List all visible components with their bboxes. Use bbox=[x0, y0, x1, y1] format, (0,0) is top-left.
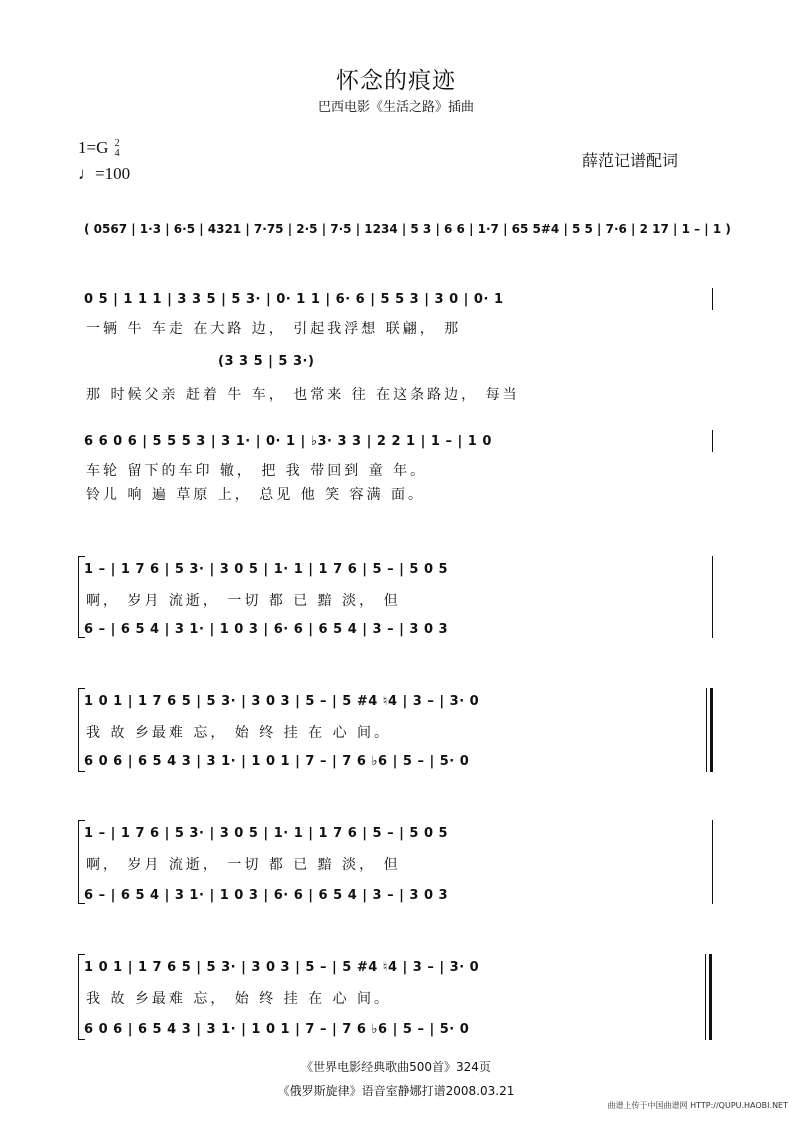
repeat-barline bbox=[706, 688, 707, 772]
typist-note: 《俄罗斯旋律》语音室静娜打谱2008.03.21 bbox=[277, 1084, 515, 1098]
barline bbox=[712, 288, 713, 310]
verse-lyric-line-1: 一辆 牛 车走 在大路 边， 引起我浮想 联翩， 那 bbox=[86, 321, 462, 337]
chorus-lower-voice: 6 – | 6 5 4 | 3 1· | 1 0 3 | 6· 6 | 6 5 4 | 3 – | 3 0 3 bbox=[84, 888, 449, 903]
intro-melody: ( 0567 | 1·3 | 6·5 | 4321 | 7·75 | 2·5 | 7·5 | 1234 | 5 3 | 6 6 | 1·7 | 65 5#4 | 5 5 | 7·6 | 2 17 | 1 – | 1 ) bbox=[84, 222, 731, 236]
barline bbox=[712, 430, 713, 452]
final-barline-thick bbox=[709, 954, 712, 1040]
chorus-lower-voice: 6 0 6 | 6 5 4 3 | 3 1· | 1 0 1 | 7 – | 7 6 ♭6 | 5 – | 5· 0 bbox=[84, 1022, 470, 1037]
site-watermark: 曲谱上传于中国曲谱网 HTTP://QUPU.HAOBI.NET bbox=[607, 1101, 788, 1110]
chorus-lyric: 我 故 乡最难 忘， 始 终 挂 在 心 间。 bbox=[86, 725, 392, 741]
chorus-lower-voice: 6 – | 6 5 4 | 3 1· | 1 0 3 | 6· 6 | 6 5 4 | 3 – | 3 0 3 bbox=[84, 622, 449, 637]
verse-lyric-line-2: 那 时候父亲 赶着 牛 车， 也常来 往 在这条路边， 每当 bbox=[86, 387, 520, 403]
song-subtitle: 巴西电影《生活之路》插曲 bbox=[317, 100, 474, 115]
verse-lyric-line-4: 铃儿 响 遍 草原 上， 总见 他 笑 容满 面。 bbox=[86, 487, 426, 503]
time-bottom: 4 bbox=[114, 148, 120, 160]
tempo-mark: ♩=100 bbox=[78, 164, 131, 183]
verse-lyric-line-3: 车轮 留下的车印 辙， 把 我 带回到 童 年。 bbox=[86, 463, 428, 479]
verse-melody-line-1: 0 5 | 1 1 1 | 3 3 5 | 5 3· | 0· 1 1 | 6· 6 | 5 5 3 | 3 0 | 0· 1 bbox=[84, 292, 504, 307]
song-title: 怀念的痕迹 bbox=[336, 68, 456, 94]
chorus-lyric: 啊， 岁月 流逝， 一切 都 已 黯 淡， 但 bbox=[86, 593, 401, 609]
time-signature bbox=[115, 139, 120, 159]
chorus-lyric: 我 故 乡最难 忘， 始 终 挂 在 心 间。 bbox=[86, 991, 392, 1007]
verse-pickup: (3 3 5 | 5 3·) bbox=[218, 354, 315, 369]
arranger-credit: 薛范记谱配词 bbox=[582, 151, 679, 170]
final-barline-thin bbox=[705, 954, 706, 1040]
key-signature bbox=[78, 138, 120, 159]
barline bbox=[712, 556, 713, 638]
chorus-upper-voice: 1 – | 1 7 6 | 5 3· | 3 0 5 | 1· 1 | 1 7 6 | 5 – | 5 0 5 bbox=[84, 826, 449, 841]
source-note: 《世界电影经典歌曲500首》324页 bbox=[301, 1060, 491, 1074]
chorus-lower-voice: 6 0 6 | 6 5 4 3 | 3 1· | 1 0 1 | 7 – | 7 6 ♭6 | 5 – | 5· 0 bbox=[84, 754, 470, 769]
time-top: 2 bbox=[114, 138, 120, 150]
key-label: 1=G bbox=[78, 138, 109, 157]
chorus-lyric: 啊， 岁月 流逝， 一切 都 已 黯 淡， 但 bbox=[86, 857, 401, 873]
chorus-upper-voice: 1 0 1 | 1 7 6 5 | 5 3· | 3 0 3 | 5 – | 5 #4 ♮4 | 3 – | 3· 0 bbox=[84, 694, 480, 709]
chorus-upper-voice: 1 0 1 | 1 7 6 5 | 5 3· | 3 0 3 | 5 – | 5 #4 ♮4 | 3 – | 3· 0 bbox=[84, 960, 480, 975]
verse-melody-line-2: 6 6 0 6 | 5 5 5 3 | 3 1· | 0· 1 | ♭3· 3 3 | 2 2 1 | 1 – | 1 0 bbox=[84, 434, 492, 449]
chorus-upper-voice: 1 – | 1 7 6 | 5 3· | 3 0 5 | 1· 1 | 1 7 6 | 5 – | 5 0 5 bbox=[84, 562, 449, 577]
barline bbox=[712, 820, 713, 904]
repeat-barline-thick bbox=[710, 688, 713, 772]
